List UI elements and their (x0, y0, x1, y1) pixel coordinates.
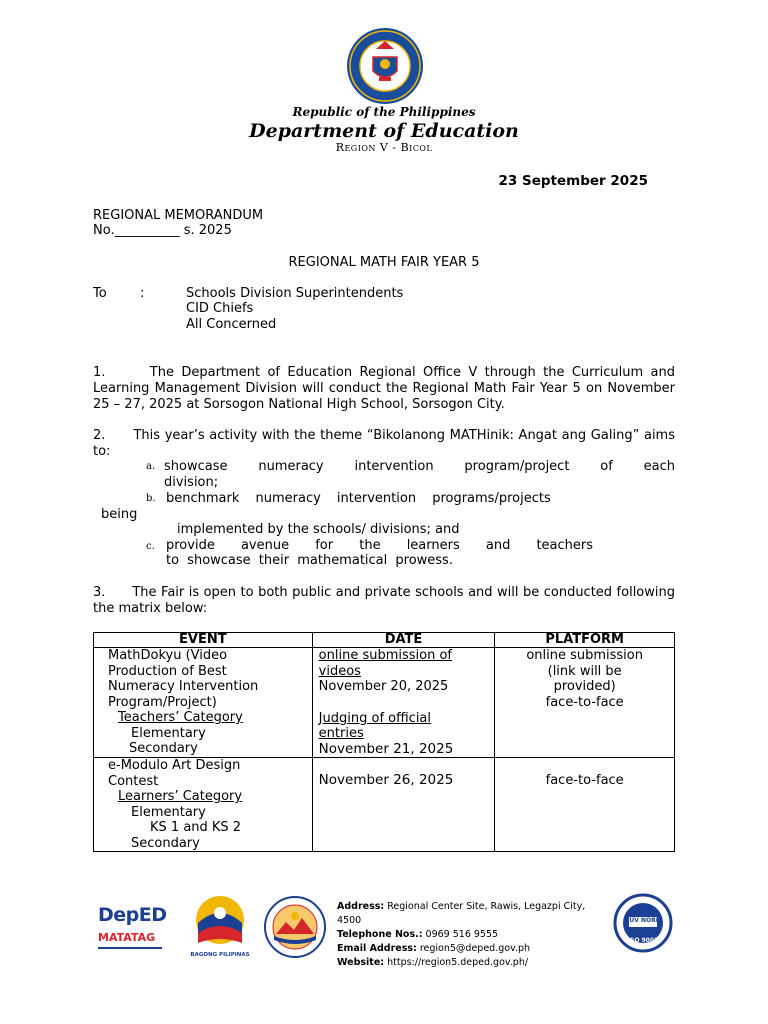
category-label: Learners’ Category (118, 789, 243, 804)
date-note: videos (318, 663, 361, 679)
table-header-row (94, 633, 675, 648)
level-label: KS 1 and KS 2 (150, 820, 242, 835)
website-line: Website: https://region5.deped.gov.ph/ (337, 957, 529, 968)
platform-line: (link will be (547, 663, 622, 679)
deped-logo-text: DepED (98, 904, 167, 926)
to-label: To (93, 286, 107, 301)
table-row (94, 758, 675, 852)
date-note: online submission of (318, 648, 453, 663)
recipient: All Concerned (186, 317, 277, 332)
recipient: CID Chiefs (186, 301, 254, 316)
aim-marker: b. (146, 493, 156, 504)
platform-line: face-to-face (545, 694, 624, 710)
recipient: Schools Division Superintendents (186, 286, 404, 301)
date-value: November 26, 2025 (318, 772, 454, 788)
event-cell (94, 648, 313, 758)
region-v-seal (264, 896, 326, 958)
event-line: Numeracy Intervention (108, 679, 259, 694)
date-note: entries (318, 726, 364, 741)
event-line: MathDokyu (Video (108, 648, 228, 663)
department-title: Department of Education (249, 120, 519, 142)
address-line: Address: Regional Center Site, Rawis, Legazpi City, 4500 (337, 901, 586, 926)
date-cell (312, 758, 495, 852)
tuv-text: TÜV NORD (625, 917, 661, 924)
level-label: Secondary (129, 741, 198, 756)
tuv-iso-badge (611, 893, 675, 965)
table-row (94, 648, 675, 758)
aim-text: to showcase their mathematical prowess. (166, 553, 453, 568)
date-value: November 21, 2025 (318, 740, 454, 757)
paragraph-1: 1. The Department of Education Regional Office V through the Curriculum and Learning Management Division will conduct the Regional Math Fair Year 5 on November 25 – 27, 2025 at Sorsogon National High School, Sorsogon City. (93, 365, 680, 412)
event-line: Contest (108, 773, 159, 789)
deped-seal (346, 27, 424, 105)
to-colon: : (140, 286, 145, 301)
telephone-line: Telephone Nos.: 0969 516 9555 (337, 929, 499, 940)
level-label: Elementary (131, 804, 206, 820)
memo-title: REGIONAL MATH FAIR YEAR 5 (288, 255, 480, 270)
aim-text: showcase numeracy intervention program/project of each division; (164, 459, 675, 490)
platform-line: online submission (526, 648, 643, 663)
level-label: Secondary (131, 835, 200, 851)
platform-line: provided) (553, 679, 616, 694)
event-cell (94, 758, 313, 852)
deped-matatag-logo (98, 898, 170, 958)
matatag-text: MATATAG (98, 931, 156, 944)
date-note: Judging of official (318, 710, 432, 726)
paragraph-3: 3. The Fair is open to both public and private schools and will be conducted following the matrix below: (93, 585, 680, 616)
iso-text: ISO 9001 (627, 937, 659, 944)
paragraph-2-intro: 2. This year’s activity with the theme “Bikolanong MATHinik: Angat ang Galing” aims to: (93, 428, 680, 459)
bagong-pilipinas-text: BAGONG PILIPINAS (190, 952, 250, 958)
region-line: Region V - Bicol (335, 141, 433, 154)
memo-number: No.__________ s. 2025 (93, 223, 232, 238)
date-value: November 20, 2025 (318, 679, 449, 694)
platform-cell (495, 758, 675, 852)
event-line: Program/Project) (108, 694, 217, 710)
footer-address (337, 900, 612, 970)
column-header: EVENT (94, 633, 313, 648)
memo-type: REGIONAL MEMORANDUM (93, 208, 264, 223)
event-matrix-table (93, 632, 675, 852)
aim-text: benchmark numeracy intervention programs/projects (166, 491, 551, 506)
aim-marker: c. (146, 541, 155, 552)
event-line: Production of Best (108, 663, 227, 679)
column-header: PLATFORM (495, 633, 675, 648)
email-line: Email Address: region5@deped.gov.ph (337, 943, 531, 954)
republic-line: Republic of the Philippines (292, 105, 476, 119)
platform-line: face-to-face (545, 773, 624, 788)
aim-text: being (101, 507, 138, 522)
level-label: Elementary (131, 725, 206, 741)
memo-date: 23 September 2025 (498, 173, 648, 189)
column-header: DATE (312, 633, 495, 648)
platform-cell (495, 648, 675, 758)
aim-text: provide avenue for the learners and teachers (166, 538, 594, 553)
category-label: Teachers’ Category (118, 710, 243, 725)
aim-text: implemented by the schools/ divisions; and (177, 522, 460, 537)
bagong-pilipinas-logo (188, 893, 252, 957)
aim-marker: a. (146, 461, 156, 472)
date-cell (312, 648, 495, 758)
event-line: e-Modulo Art Design (108, 758, 241, 773)
